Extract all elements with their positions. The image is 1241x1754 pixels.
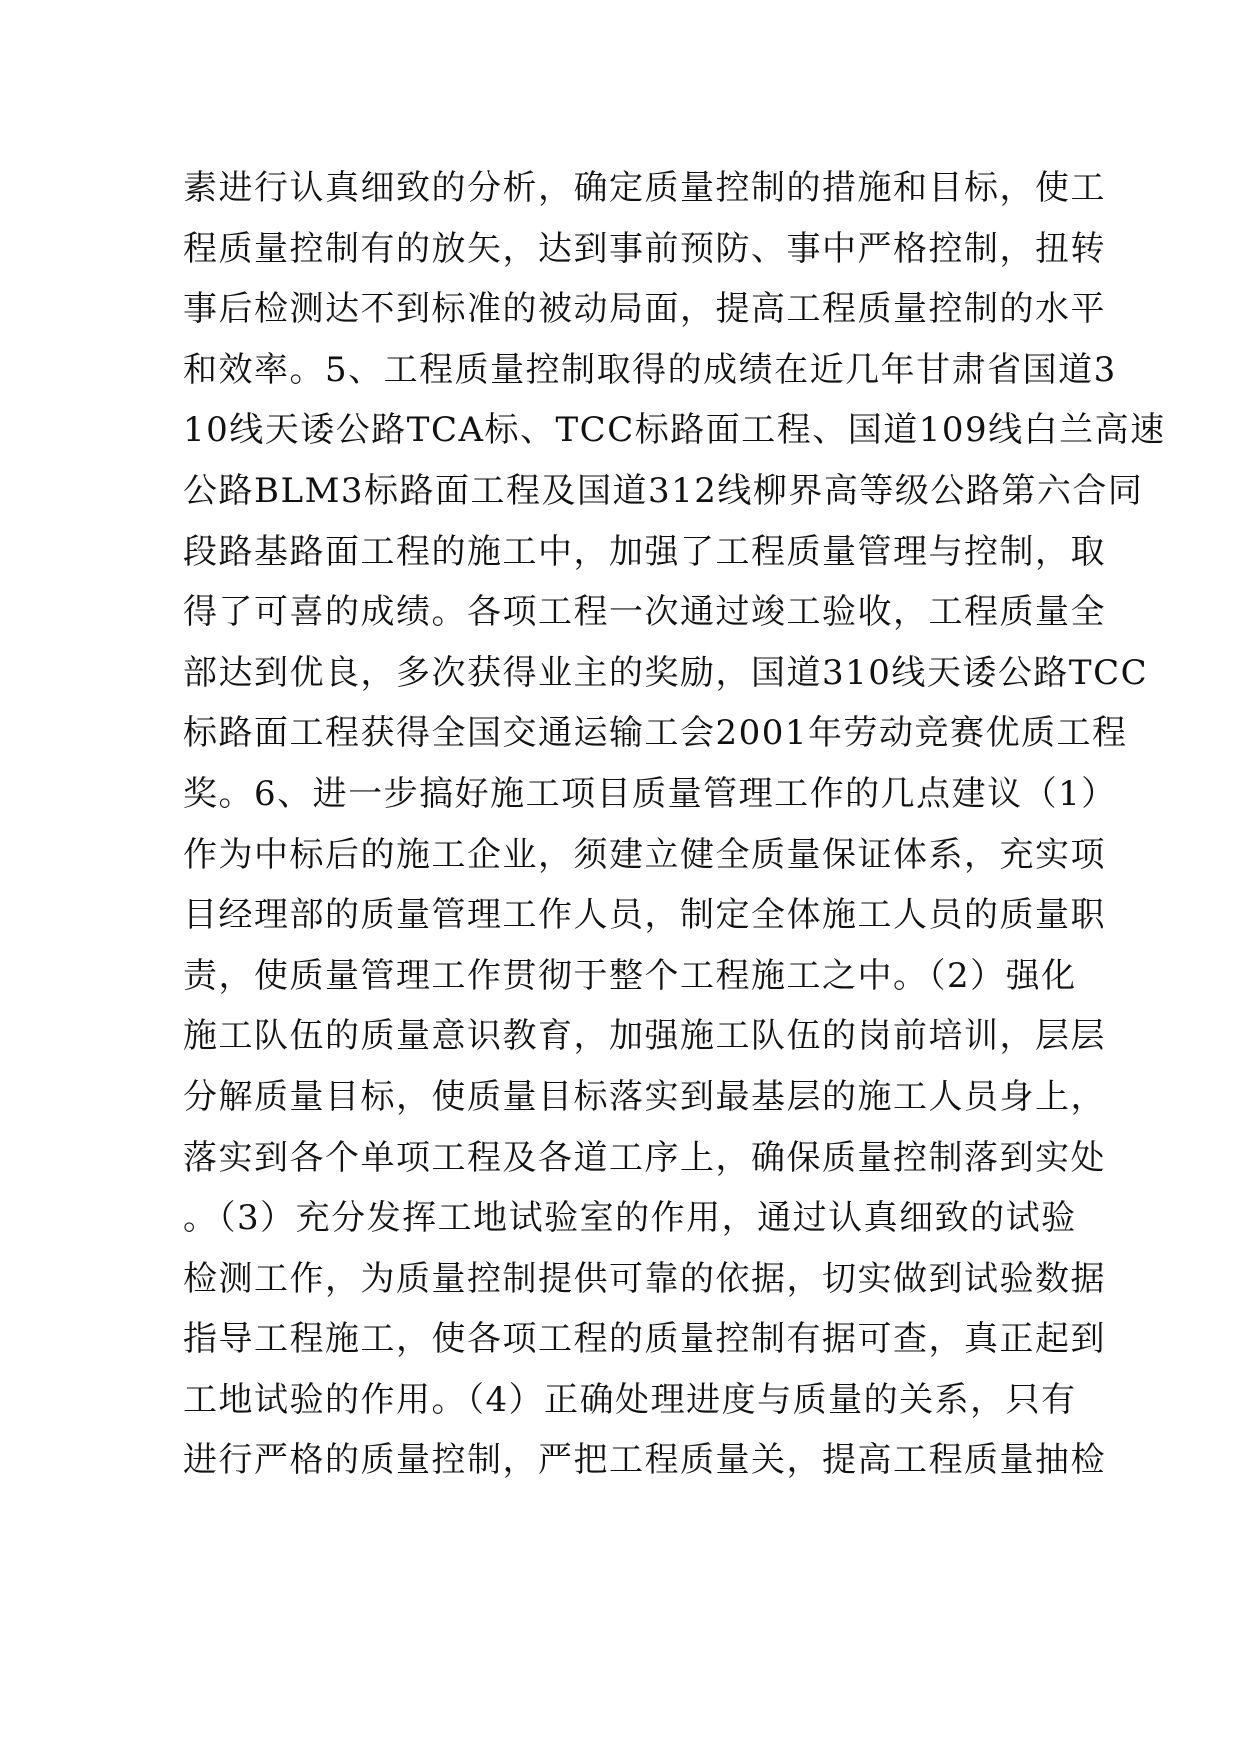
text-line: 事后检测达不到标准的被动局面，提高工程质量控制的水平 <box>183 289 1106 330</box>
text-line: 部达到优良，多次获得业主的奖励，国道310线天诿公路TCC <box>183 652 1149 693</box>
text-line: 责，使质量管理工作贯彻于整个工程施工之中。（2）强化 <box>183 955 1077 996</box>
text-line: 素进行认真细致的分析，确定质量控制的措施和目标，使工 <box>183 168 1106 208</box>
text-line: 施工队伍的质量意识教育，加强施工队伍的岗前培训，层层 <box>183 1016 1106 1057</box>
text-line: 程质量控制有的放矢，达到事前预防、事中严格控制，扭转 <box>183 228 1106 269</box>
text-line: 指导工程施工，使各项工程的质量控制有据可查，真正起到 <box>183 1319 1106 1360</box>
text-line: 检测工作，为质量控制提供可靠的依据，切实做到试验数据 <box>183 1258 1106 1299</box>
text-line: 进行严格的质量控制，严把工程质量关，提高工程质量抽检 <box>183 1440 1106 1481</box>
text-line: 得了可喜的成绩。各项工程一次通过竣工验收，工程质量全 <box>183 592 1106 633</box>
text-line: 10线天诿公路TCA标、TCC标路面工程、国道109线白兰高速 <box>183 410 1166 451</box>
text-line: 工地试验的作用。（4）正确处理进度与质量的关系，只有 <box>183 1379 1077 1420</box>
text-line: 标路面工程获得全国交通运输工会2001年劳动竞赛优质工程 <box>183 713 1128 754</box>
text-line: 奖。6、进一步搞好施工项目质量管理工作的几点建议（1） <box>183 773 1117 814</box>
text-line: 公路BLM3标路面工程及国道312线柳界高等级公路第六合同 <box>183 470 1144 511</box>
text-line: 和效率。5、工程质量控制取得的成绩在近几年甘肃省国道3 <box>183 349 1117 390</box>
text-line: 目经理部的质量管理工作人员，制定全体施工人员的质量职 <box>183 895 1106 936</box>
text-line: 。（3）充分发挥工地试验室的作用，通过认真细致的试验 <box>183 1198 1077 1239</box>
text-line: 段路基路面工程的施工中，加强了工程质量管理与控制，取 <box>183 531 1106 572</box>
text-line: 分解质量目标，使质量目标落实到最基层的施工人员身上， <box>183 1076 1106 1117</box>
text-line: 作为中标后的施工企业，须建立健全质量保证体系，充实项 <box>183 834 1106 875</box>
body-text <box>183 158 1166 1491</box>
text-line: 落实到各个单项工程及各道工序上，确保质量控制落到实处 <box>183 1137 1106 1178</box>
